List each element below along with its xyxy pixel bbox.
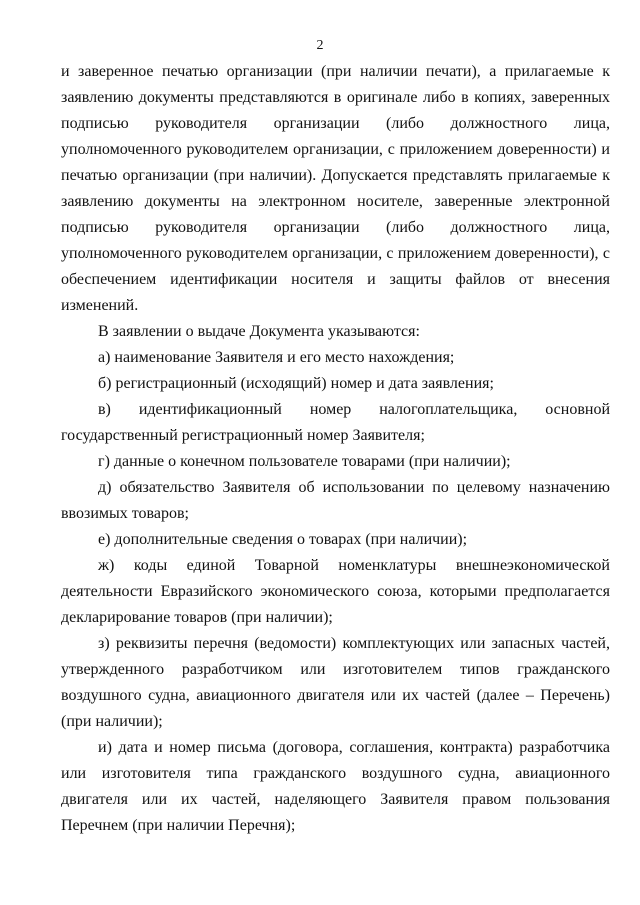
list-item-a: а) наименование Заявителя и его место нахождения; bbox=[98, 349, 455, 366]
list-item-b: б) регистрационный (исходящий) номер и дата заявления; bbox=[98, 375, 494, 392]
document-body bbox=[61, 59, 610, 839]
list-item-g: г) данные о конечном пользователе товарами (при наличии); bbox=[98, 453, 511, 470]
paragraph-continuation: и заверенное печатью организации (при наличии печати), а прилагаемые к заявлению документы представляются в оригинале либо в копиях, заверенных подписью руководителя организации (либо должностного лица, уполномоченного руководителем организации, с приложением доверенности) и печатью организации (при наличии). Допускается представлять прилагаемые к заявлению документы на электронном носителе, заверенные электронной подписью руководителя организации (либо должностного лица, уполномоченного руководителем организации, с приложением доверенности), с обеспечением идентификации носителя и защиты файлов от внесения изменений. bbox=[61, 63, 610, 314]
list-item-z: з) реквизиты перечня (ведомости) комплектующих или запасных частей, утвержденного разработчиком или изготовителем типов гражданского воздушного судна, авиационного двигателя или их частей (далее – Перечень) (при наличии); bbox=[61, 635, 610, 730]
page-number: 2 bbox=[316, 38, 324, 53]
list-item-d: д) обязательство Заявителя об использовании по целевому назначению ввозимых товаров; bbox=[61, 479, 610, 522]
list-item-i: и) дата и номер письма (договора, соглашения, контракта) разработчика или изготовителя типа гражданского воздушного судна, авиационного двигателя или их частей, наделяющего Заявителя правом пользования Перечнем (при наличии Перечня); bbox=[61, 739, 610, 834]
paragraph-list-intro: В заявлении о выдаче Документа указываются: bbox=[98, 323, 420, 340]
list-item-zh: ж) коды единой Товарной номенклатуры внешнеэкономической деятельности Евразийского экономического союза, которыми предполагается декларирование товаров (при наличии); bbox=[61, 557, 610, 626]
list-item-v: в) идентификационный номер налогоплательщика, основной государственный регистрационный номер Заявителя; bbox=[61, 401, 610, 444]
list-item-e: е) дополнительные сведения о товарах (при наличии); bbox=[98, 531, 468, 548]
